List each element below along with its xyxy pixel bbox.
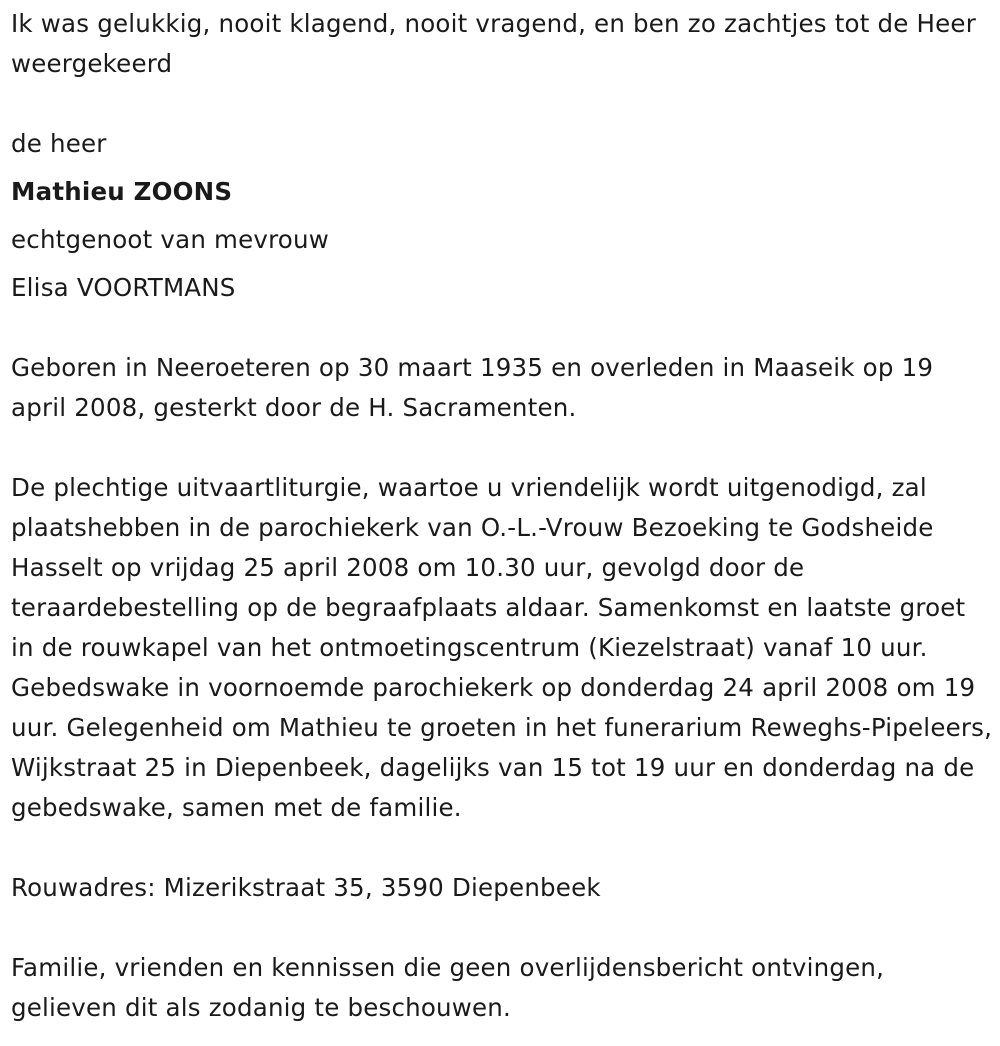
closing-paragraph: Familie, vrienden en kennissen die geen overlijdensbericht ontvingen, gelieven dit als zodanig te beschouwen. xyxy=(11,953,885,1022)
mourning-address: Rouwadres: Mizerikstraat 35, 3590 Diepenbeek xyxy=(11,873,601,902)
birth-death-paragraph: Geboren in Neeroeteren op 30 maart 1935 en overleden in Maaseik op 19 april 2008, gesterkt door de H. Sacramenten. xyxy=(11,353,934,422)
death-notice xyxy=(11,4,996,1028)
spouse-label: echtgenoot van mevrouw xyxy=(11,225,329,254)
spouse-name: Elisa VOORTMANS xyxy=(11,273,236,302)
intro-quote: Ik was gelukkig, nooit klagend, nooit vragend, en ben zo zachtjes tot de Heer weergekeerd xyxy=(11,9,976,78)
ceremony-paragraph: De plechtige uitvaartliturgie, waartoe u vriendelijk wordt uitgenodigd, zal plaatshebben in de parochiekerk van O.-L.-Vrouw Bezoeking te Godsheide Hasselt op vrijdag 25 april 2008 om 10.30 uur, gevolgd door de teraardebestelling op de begraafplaats aldaar. Samenkomst en laatste groet in de rouwkapel van het ontmoetingscentrum (Kiezelstraat) vanaf 10 uur. Gebedswake in voornoemde parochiekerk op donderdag 24 april 2008 om 19 uur. Gelegenheid om Mathieu te groeten in het funerarium Reweghs-Pipeleers, Wijkstraat 25 in Diepenbeek, dagelijks van 15 tot 19 uur en donderdag na de gebedswake, samen met de familie. xyxy=(11,473,993,822)
deceased-name: Mathieu ZOONS xyxy=(11,177,233,206)
honorific: de heer xyxy=(11,129,107,158)
